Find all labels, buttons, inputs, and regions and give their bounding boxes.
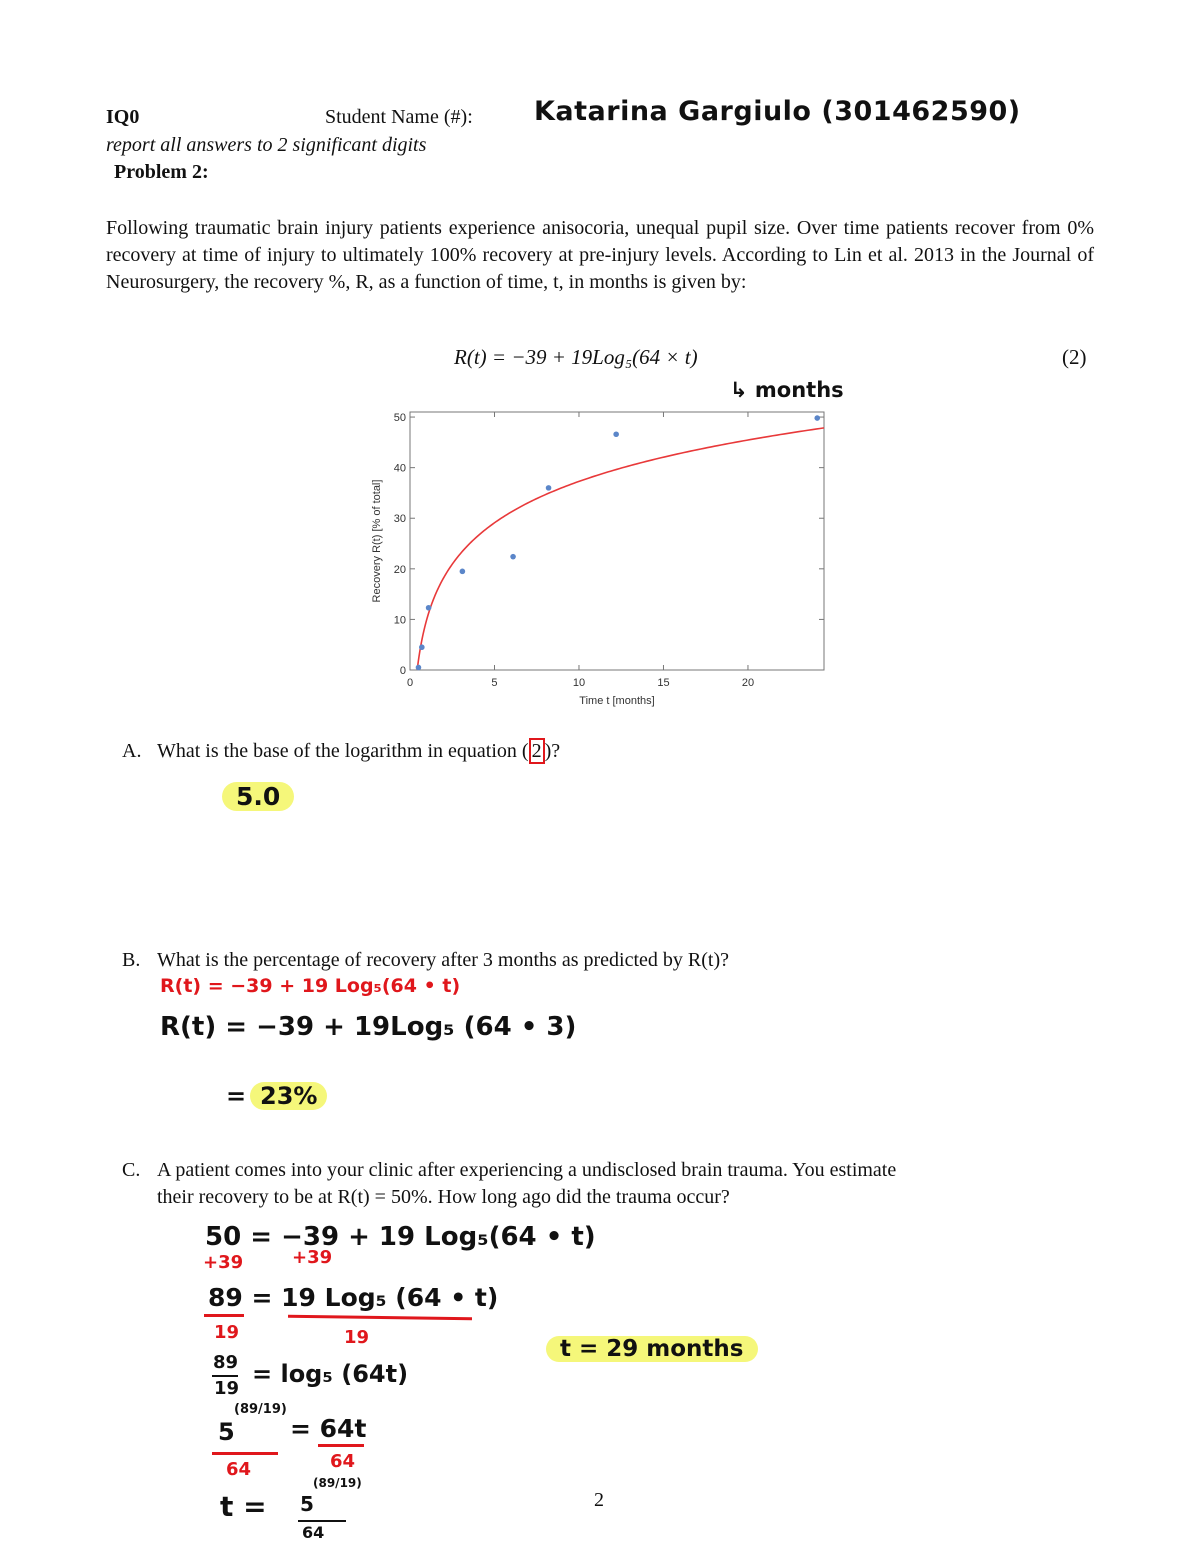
- y-tick-label: 20: [393, 563, 406, 576]
- y-tick-label: 10: [393, 614, 406, 627]
- work-c-power-exponent: (89/19): [234, 1402, 287, 1417]
- data-point: [613, 431, 619, 437]
- work-b-equals: =: [226, 1082, 247, 1110]
- work-c-line2: 89 = 19 Log₅ (64 • t): [208, 1283, 499, 1312]
- data-point: [546, 485, 552, 491]
- question-a-letter: A.: [122, 740, 142, 762]
- question-b-text: What is the percentage of recovery after 3 months as predicted by R(t)?: [157, 949, 729, 971]
- course-code: IQ0: [106, 106, 140, 128]
- work-c-line4: = 64t: [290, 1414, 367, 1443]
- work-c-final-base: 5: [300, 1492, 314, 1516]
- equation: R(t) = −39 + 19Log₅(64 × t): [454, 345, 698, 369]
- fit-curve: [417, 428, 824, 670]
- work-c-fraction-den: 19: [214, 1378, 240, 1399]
- months-annotation: ↳ months: [730, 378, 844, 402]
- data-point: [814, 415, 820, 421]
- x-tick-label: 0: [406, 677, 414, 689]
- y-tick-label: 40: [393, 462, 406, 475]
- question-c-text-line1: A patient comes into your clinic after experiencing a undisclosed brain trauma. You estimate: [157, 1159, 897, 1181]
- work-c-final-exponent: (89/19): [313, 1476, 362, 1490]
- intro-paragraph: Following traumatic brain injury patients experience anisocoria, unequal pupil size. Over time patients recover from 0% recovery at time of injury to ultimately 100% recovery at pre-injury levels. According to Lin et al. 2013 in the Journal of Neurosurgery, the recovery %, R, as a function of time, t, in months is given by:: [106, 217, 1094, 293]
- question-b-letter: B.: [122, 949, 141, 971]
- work-b-red-formula: R(t) = −39 + 19 Log₅(64 • t): [160, 975, 461, 997]
- equation-number: (2): [1062, 345, 1087, 369]
- problem-heading: Problem 2:: [114, 161, 209, 183]
- work-c-t-equals: t =: [220, 1490, 267, 1523]
- page-number: 2: [594, 1489, 604, 1511]
- question-c-letter: C.: [122, 1159, 141, 1181]
- instruction-text: report all answers to 2 significant digits: [106, 134, 427, 156]
- work-c-final-bar: [298, 1520, 346, 1522]
- data-point: [510, 554, 516, 560]
- x-axis-label: Time t [months]: [579, 695, 655, 707]
- student-name-handwritten: Katarina Gargiulo (301462590): [534, 96, 1021, 127]
- work-c-fraction-bar: [212, 1375, 238, 1377]
- equation-reference[interactable]: 2: [529, 738, 545, 764]
- work-c-div19-right: 19: [344, 1327, 370, 1348]
- x-tick-label: 10: [572, 677, 586, 689]
- work-c-final-den: 64: [302, 1523, 325, 1542]
- y-tick-label: 30: [393, 513, 406, 526]
- question-a-after: )?: [544, 740, 561, 762]
- question-c-text-line2: their recovery to be at R(t) = 50%. How long ago did the trauma occur?: [157, 1186, 730, 1208]
- student-name-label: Student Name (#):: [325, 106, 473, 128]
- data-point: [419, 644, 425, 650]
- work-c-div19-left: 19: [214, 1322, 240, 1343]
- work-c-fraction-num: 89: [213, 1352, 239, 1373]
- y-axis-label: Recovery R(t) [% of total]: [371, 479, 383, 603]
- work-c-line1: 50 = −39 + 19 Log₅(64 • t): [205, 1222, 596, 1252]
- data-point: [460, 569, 466, 575]
- work-c-div64-right: 64: [330, 1451, 356, 1472]
- work-c-divider-64-left: [212, 1452, 278, 1455]
- work-c-plus39-left: +39: [203, 1252, 244, 1273]
- work-c-divider-right: [288, 1315, 472, 1321]
- work-c-divider-64-right: [318, 1444, 364, 1447]
- y-tick-label: 0: [399, 665, 406, 677]
- x-tick-label: 15: [657, 677, 670, 689]
- work-c-power-base: 5: [218, 1418, 235, 1446]
- work-c-line3: = log₅ (64t): [252, 1360, 409, 1388]
- work-b-substitution: R(t) = −39 + 19Log₅ (64 • 3): [160, 1012, 577, 1042]
- work-c-divider-left: [204, 1314, 244, 1317]
- x-tick-label: 20: [741, 677, 755, 689]
- work-c-div64-left: 64: [226, 1459, 252, 1480]
- data-point: [426, 605, 432, 611]
- data-point: [416, 665, 422, 671]
- x-tick-label: 5: [491, 677, 498, 689]
- answer-b-highlight: 23%: [250, 1082, 327, 1110]
- recovery-chart: [360, 400, 840, 720]
- answer-a-highlight: 5.0: [222, 782, 294, 811]
- question-a-text: [157, 740, 560, 763]
- work-c-plus39-right: +39: [292, 1247, 333, 1268]
- y-tick-label: 50: [393, 412, 406, 425]
- answer-c-highlight: t = 29 months: [546, 1336, 758, 1362]
- question-a-before: What is the base of the logarithm in equation (: [157, 740, 529, 762]
